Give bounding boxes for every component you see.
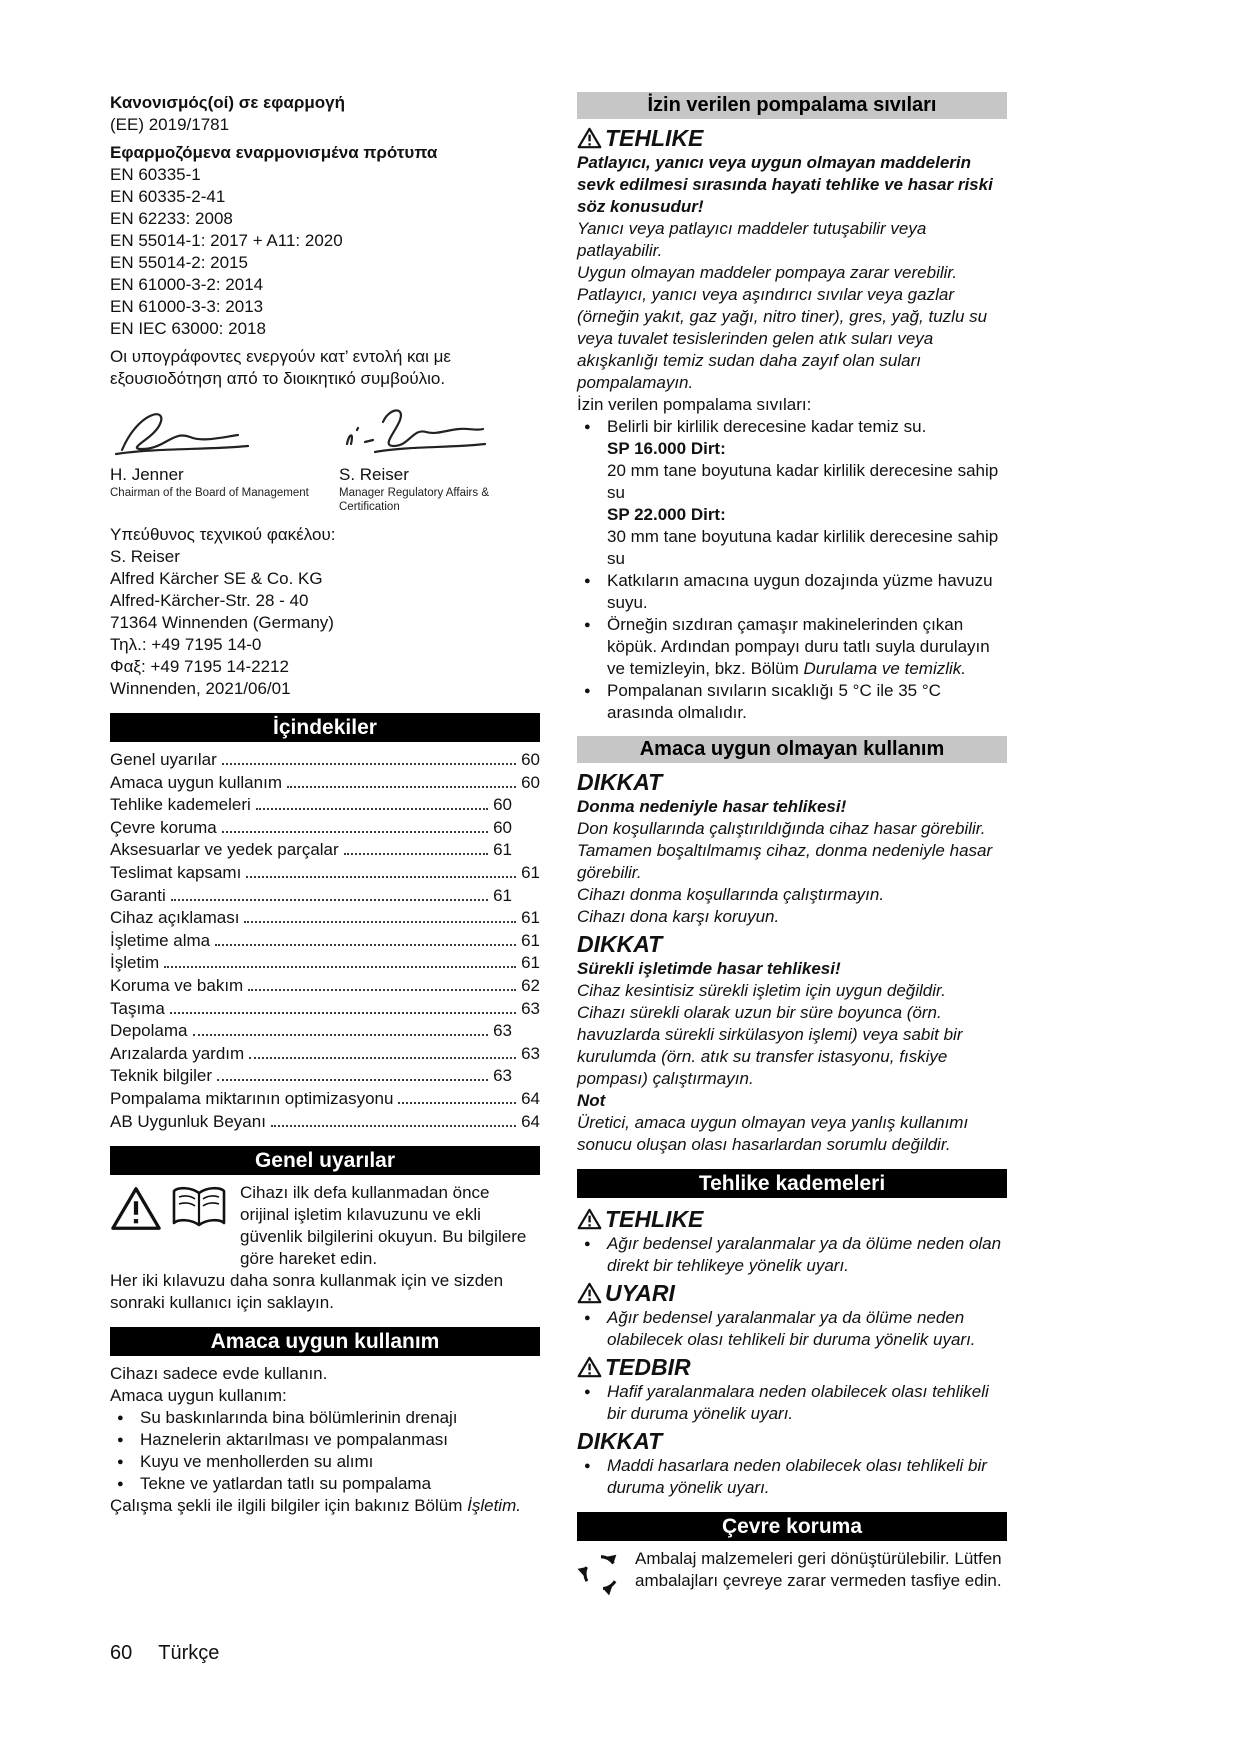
liquid-item [577,614,1007,680]
danger-paragraph: Uygun olmayan maddeler pompaya zarar verebilir. [577,263,958,282]
general-warnings-text: Cihazı ilk defa kullanmadan önce orijinal işletim kılavuzunu ve ekli güvenlik bilgilerini okuyun. Bu bilgilere göre hareket edin. [240,1183,527,1269]
signatures [110,404,540,514]
standard-line: EN 61000-3-3: 2013 [110,297,264,316]
toc-entry [110,930,540,953]
toc-entry-page: 64 [521,1088,540,1108]
toc-entry-page: 63 [521,998,540,1018]
contact-line: Υπεύθυνος τεχνικού φακέλου: [110,525,336,544]
page-footer [110,1642,219,1665]
toc-entry-page: 63 [493,1066,512,1086]
warning-triangle-icon [577,1356,602,1378]
recycle-icon [577,1550,627,1598]
warning-triangle-icon [577,127,602,149]
toc-leader [287,786,516,788]
standard-line: EN 61000-3-2: 2014 [110,275,264,294]
toc-entry-label: Depolama [110,1021,188,1041]
warning-triangle-icon [577,1282,602,1304]
toc-entry-label: Cihaz açıklaması [110,908,240,928]
toc-leader [217,1079,488,1081]
liquid-item: ● Katkıların amacına uygun dozajında yüzme havuzu suyu. [577,570,1007,614]
contact-line: Alfred-Kärcher-Str. 28 - 40 [110,591,309,610]
attention-paragraph: Cihazı sürekli olarak uzun bir süre boyunca (örn. havuzlarda sürekli sirkülasyon işlemi) veya sabit bir kurulumda (örn. atık su transfer istasyonu, fıskiye pompası) çalıştırmayın. [577,1003,963,1088]
contact-line: Φαξ: +49 7195 14-2212 [110,657,289,676]
note-label: Not [577,1091,606,1110]
toc-entry-label: Teslimat kapsamı [110,862,242,882]
toc-entry-page: 60 [521,772,540,792]
toc-leader [193,1034,489,1036]
contact-line: Τηλ.: +49 7195 14-0 [110,635,262,654]
toc-entry-page: 64 [521,1111,540,1131]
attention-paragraph: Tamamen boşaltılmamış cihaz, donma nedeniyle hasar görebilir. [577,841,993,882]
toc-entry [110,1043,540,1066]
signature-reiser [339,404,540,514]
toc-entry-label: Aksesuarlar ve yedek parçalar [110,840,339,860]
toc-entry [110,1020,540,1043]
section-header-pumping-liquids: İzin verilen pompalama sıvıları [577,92,1007,119]
hazard-level-label: TEDBIR [605,1354,691,1380]
hazard-level [577,1279,1007,1351]
intended-use-line: Cihazı sadece evde kullanın. [110,1364,328,1384]
liquid-item-text: Örneğin sızdıran çamaşır makinelerinden çıkan köpük. Ardından pompayı duru tatlı suyla durulayın ve temizleyin, bkz. Bölüm [607,615,990,678]
toc-leader [271,1125,516,1127]
signatory-name: H. Jenner [110,465,184,484]
intended-use-bullet: ● Haznelerin aktarılması ve pompalanması [110,1429,540,1451]
hazard-level [577,1427,1007,1499]
table-of-contents [110,749,540,1133]
toc-leader [171,899,488,901]
attention-lead: Donma nedeniyle hasar tehlikesi! [577,797,847,816]
attention-heading [577,930,1007,958]
toc-entry [110,1065,540,1088]
intro-icons [110,1184,232,1250]
hazard-level-text: ● Ağır bedensel yaralanmalar ya da ölüme neden olabilecek olası tehlikeli bir duruma yönelik uyarı. [577,1307,1007,1351]
toc-entry [110,1088,540,1111]
intended-use-line: Amaca uygun kullanım: [110,1386,287,1406]
toc-entry-label: Pompalama miktarının optimizasyonu [110,1088,394,1108]
contact-line: S. Reiser [110,547,180,566]
liquid-item-text: ● Belirli bir kirlilik derecesine kadar temiz su. [607,417,927,436]
hazard-level-heading [577,1279,1007,1307]
toc-entry-page: 63 [521,1043,540,1063]
model-spec: 30 mm tane boyutuna kadar kirlilik derecesine sahip su [607,527,999,568]
hazard-level-text: ● Ağır bedensel yaralanmalar ya da ölüme neden olan direkt bir tehlikeye yönelik uyarı. [577,1233,1007,1277]
hazard-level-heading [577,1205,1007,1233]
open-book-icon [170,1184,228,1230]
general-warnings-intro [110,1182,540,1270]
attention-paragraph: Don koşullarında çalıştırıldığında cihaz hasar görebilir. [577,819,986,838]
standard-line: EN 55014-1: 2017 + A11: 2020 [110,231,343,250]
liquid-item [577,416,1007,570]
toc-entry-label: İşletim [110,953,160,973]
toc-leader [222,763,516,765]
standard-line: EN 55014-2: 2015 [110,253,248,272]
danger-label: TEHLIKE [605,125,704,151]
toc-entry-label: Arızalarda yardım [110,1043,245,1063]
hazard-level [577,1353,1007,1425]
environment-text: Ambalaj malzemeleri geri dönüştürülebilir. Lütfen ambalajları çevreye zarar vermeden tasfiye edin. [635,1549,1002,1590]
contact-line: Winnenden, 2021/06/01 [110,679,291,698]
environment-note [577,1548,1007,1592]
signature-jenner-scribble [110,404,260,462]
hazard-level-text: ● Maddi hasarlara neden olabilecek olası tehlikeli bir duruma yönelik uyarı. [577,1455,1007,1499]
hazard-level-text: ● Hafif yaralanmalara neden olabilecek olası tehlikeli bir duruma yönelik uyarı. [577,1381,1007,1425]
hazard-level-heading [577,1353,1007,1381]
toc-entry-page: 61 [493,885,512,905]
signing-note: Οι υπογράφοντες ενεργούν κατ’ εντολή και με εξουσιοδότηση από το διοικητικό συμβούλιο. [110,347,452,388]
danger-paragraph: Patlayıcı, yanıcı veya aşındırıcı sıvılar veya gazlar (örneğin yakıt, gaz yağı, nitro tiner), gres, yağ, tuzlu su veya tuvalet tesislerinden gelen atık suları veya akışkanlığı temiz sudan daha zayıf olan suları pompalamayın. [577,285,988,392]
contact-line: Alfred Kärcher SE & Co. KG [110,569,323,588]
toc-entry [110,885,540,908]
hazard-level-label: TEHLIKE [605,1206,704,1232]
toc-leader [246,876,516,878]
warning-triangle-icon [577,1208,602,1230]
toc-entry-page: 60 [493,795,512,815]
intended-use-bullet: ● Tekne ve yatlardan tatlı su pompalama [110,1473,540,1495]
standard-line: EN 60335-1 [110,165,201,184]
toc-entry [110,907,540,930]
danger-heading [577,124,1007,152]
toc-entry-label: Tehlike kademeleri [110,795,251,815]
toc-entry-label: Taşıma [110,998,165,1018]
attention-label: DIKKAT [577,931,663,957]
signatory-title: Chairman of the Board of Management [110,487,309,499]
attention-paragraph: Cihazı dona karşı koruyun. [577,907,780,926]
toc-entry-page: 60 [493,817,512,837]
attention-label: DIKKAT [577,769,663,795]
toc-entry-page: 61 [521,908,540,928]
regulations-value: (EE) 2019/1781 [110,115,230,134]
toc-entry [110,817,540,840]
standard-line: EN IEC 63000: 2018 [110,319,266,338]
toc-leader [170,1012,516,1014]
section-header-improper-use: Amaca uygun olmayan kullanım [577,736,1007,763]
toc-leader [222,831,488,833]
general-warnings-keep-note: Her iki kılavuzu daha sonra kullanmak için ve sizden sonraki kullanıcı için saklayın. [110,1271,504,1313]
hazard-level [577,1205,1007,1277]
toc-leader [398,1102,516,1104]
toc-entry [110,772,540,795]
toc-entry-label: İşletime alma [110,930,211,950]
chapter-reference: Durulama ve temizlik. [803,659,967,678]
toc-leader [164,966,516,968]
toc-entry-page: 62 [521,975,540,995]
toc-entry [110,794,540,817]
toc-entry-page: 60 [521,750,540,769]
signatory-name: S. Reiser [339,465,409,484]
intended-use-outro [110,1495,540,1517]
intended-use-bullet: ● Su baskınlarında bina bölümlerinin drenajı [110,1407,540,1429]
intended-use-bullet: ● Kuyu ve menhollerden su alımı [110,1451,540,1473]
signature-reiser-scribble [339,404,489,462]
toc-entry-label: Çevre koruma [110,817,217,837]
page-language: Türkçe [158,1642,220,1664]
attention-paragraph: Cihaz kesintisiz sürekli işletim için uygun değildir. [577,981,946,1000]
section-header-toc: İçindekiler [110,713,540,742]
attention-lead: Sürekli işletimde hasar tehlikesi! [577,959,841,978]
toc-entry [110,862,540,885]
signatory-title: Manager Regulatory Affairs & Certification [339,487,490,513]
danger-lead: Patlayıcı, yanıcı veya uygun olmayan maddelerin sevk edilmesi sırasında hayati tehlike ve hasar riski söz konusudur! [577,153,993,216]
toc-leader [215,944,516,946]
hazard-level-label: DIKKAT [577,1428,663,1454]
model-label: SP 16.000 Dirt: [607,439,726,458]
toc-entry-label: Garanti [110,885,166,905]
toc-entry [110,749,540,772]
toc-entry [110,998,540,1021]
toc-entry [110,952,540,975]
section-header-intended-use: Amaca uygun kullanım [110,1327,540,1356]
toc-entry [110,975,540,998]
section-header-environment: Çevre koruma [577,1512,1007,1541]
standards-heading: Εφαρμοζόμενα εναρμονισμένα πρότυπα [110,143,438,162]
section-header-hazard-levels: Tehlike kademeleri [577,1169,1007,1198]
note-text: Üretici, amaca uygun olmayan veya yanlış kullanımı sonucu oluşan olası hasarlardan sorumlu değildir. [577,1113,969,1154]
regulations-heading: Κανονισμός(οί) σε εφαρμογή [110,93,346,112]
toc-entry-page: 61 [521,930,540,950]
model-spec: 20 mm tane boyutuna kadar kirlilik derecesine sahip su [607,461,999,502]
model-label: SP 22.000 Dirt: [607,505,726,524]
contact-line: 71364 Winnenden (Germany) [110,613,334,632]
toc-leader [249,1057,516,1059]
signature-jenner [110,404,311,514]
chapter-reference: İşletim. [467,1496,521,1516]
toc-entry-page: 61 [493,840,512,860]
toc-entry-page: 61 [521,953,540,973]
hazard-level-heading [577,1427,1007,1455]
warning-triangle-icon [110,1184,162,1232]
toc-entry-label: AB Uygunluk Beyanı [110,1111,266,1131]
toc-leader [248,989,516,991]
danger-paragraph: Yanıcı veya patlayıcı maddeler tutuşabilir veya patlayabilir. [577,219,927,260]
standard-line: EN 62233: 2008 [110,209,233,228]
attention-heading [577,768,1007,796]
toc-entry-label: Koruma ve bakım [110,975,244,995]
attention-paragraph: Cihazı donma koşullarında çalıştırmayın. [577,885,885,904]
section-header-general-warnings: Genel uyarılar [110,1146,540,1175]
toc-entry-page: 61 [521,862,540,882]
allowed-liquids-intro: İzin verilen pompalama sıvıları: [577,395,812,414]
hazard-level-label: UYARI [605,1280,675,1306]
right-column [577,92,1007,1598]
page-number: 60 [110,1642,133,1664]
toc-leader [344,853,488,855]
page-columns [110,92,1008,1598]
toc-entry [110,1111,540,1134]
left-column [110,92,540,1598]
toc-entry-label: Teknik bilgiler [110,1066,213,1086]
intended-use-outro-text: Çalışma şekli ile ilgili bilgiler için bakınız Bölüm [110,1496,468,1516]
toc-entry [110,839,540,862]
liquid-item: ● Pompalanan sıvıların sıcaklığı 5 °C ile 35 °C arasında olmalıdır. [577,680,1007,724]
toc-entry-label: Genel uyarılar [110,750,217,769]
standard-line: EN 60335-2-41 [110,187,226,206]
toc-leader [256,808,488,810]
toc-leader [244,921,516,923]
toc-entry-label: Amaca uygun kullanım [110,772,282,792]
toc-entry-page: 63 [493,1021,512,1041]
